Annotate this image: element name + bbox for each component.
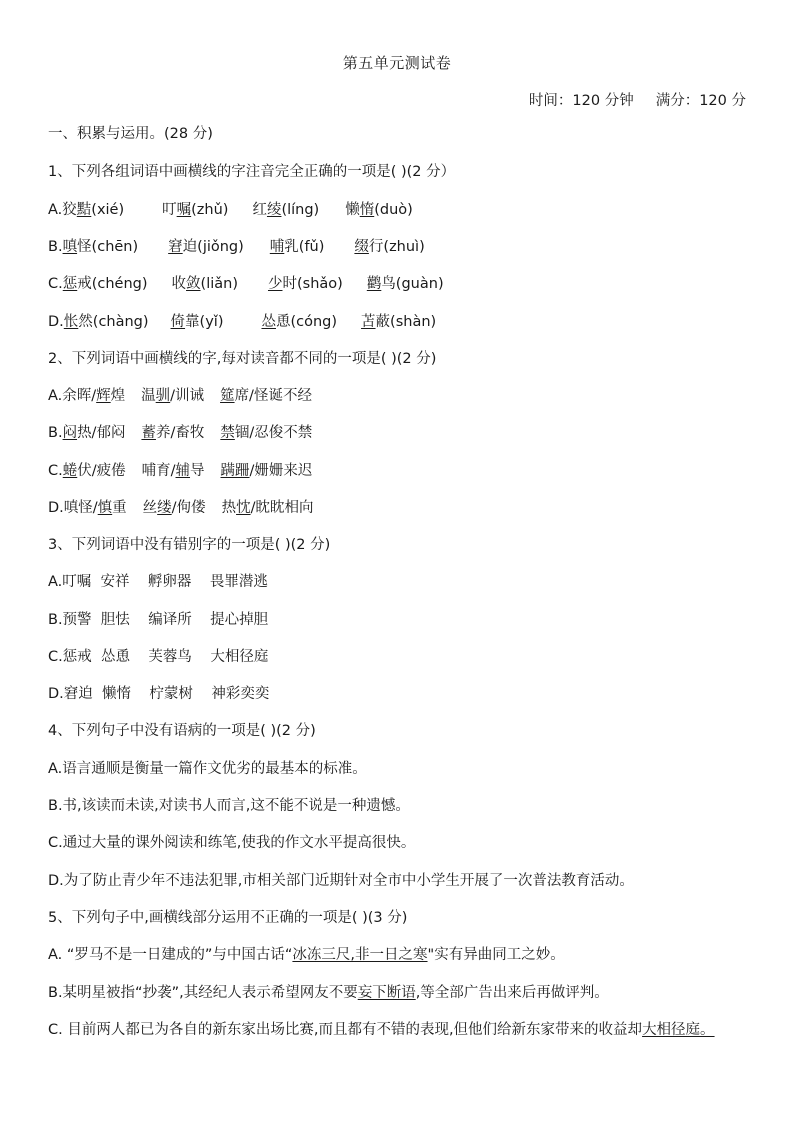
question-3-option-c: C.惩戒 怂恿 芙蓉鸟 大相径庭 <box>48 649 269 665</box>
question-1-option-a <box>48 200 413 220</box>
word: 哺乳(fǔ) <box>269 239 325 255</box>
word: 狡黠(xié) <box>62 202 125 218</box>
question-4-option-b: B.书,该读而未读,对读书人而言,这不能不说是一种遗憾。 <box>48 798 410 814</box>
question-2-stem: 2、下列词语中画横线的字,每对读音都不同的一项是( )(2 分) <box>48 351 437 367</box>
word: 苫蔽(shàn) <box>361 314 437 330</box>
question-5-option-a: A. “罗马不是一日建成的”与中国古话“冰冻三尺,非一日之寒"实有异曲同工之妙。 <box>48 947 565 963</box>
option-label: B. <box>48 239 63 255</box>
option-label: A. <box>48 202 63 218</box>
word: 温驯/训诫 <box>141 388 205 404</box>
question-2-option-c <box>48 461 312 481</box>
question-4-option-c: C.通过大量的课外阅读和练笔,使我的作文水平提高很快。 <box>48 835 416 851</box>
word: 筵席/怪诞不经 <box>220 388 312 404</box>
option-label: A. <box>48 388 63 404</box>
question-1-stem: 1、下列各组词语中画横线的字注音完全正确的一项是( )(2 分） <box>48 164 456 180</box>
question-3-option-b: B.预警 胆怯 编译所 提心掉胆 <box>48 612 269 628</box>
word: 蜷伏/疲倦 <box>62 463 126 479</box>
exam-meta <box>529 89 746 110</box>
time-limit: 时间：120 分钟 <box>528 93 634 109</box>
question-1-option-c <box>48 274 444 294</box>
word: 惩戒(chéng) <box>62 276 148 292</box>
question-4-stem: 4、下列句子中没有语病的一项是( )(2 分) <box>48 723 316 739</box>
question-5-stem: 5、下列句子中,画横线部分运用不正确的一项是( )(3 分) <box>48 910 408 926</box>
question-1-option-d <box>48 312 436 332</box>
word: 叮嘱(zhǔ) <box>162 202 229 218</box>
word: 少时(shǎo) <box>267 276 343 292</box>
word: 哺育/辅导 <box>141 463 205 479</box>
option-label: D. <box>48 314 64 330</box>
word: 鹳鸟(guàn) <box>366 276 444 292</box>
option-label: C. <box>48 276 63 292</box>
question-5-option-c: C. 目前两人都已为各自的新东家出场比赛,而且都有不错的表现,但他们给新东家带来的收益却大相径庭。 <box>48 1022 715 1038</box>
word: 怂恿(cóng) <box>261 314 338 330</box>
question-3-option-a: A.叮嘱 安祥 孵卵器 畏罪潜逃 <box>48 574 268 590</box>
word: 闷热/郁闷 <box>62 425 126 441</box>
section-heading: 一、积累与运用。(28 分) <box>48 126 213 142</box>
page-title: 第五单元测试卷 <box>342 54 452 72</box>
word: 窘迫(jiǒng) <box>168 239 244 255</box>
question-2-option-d <box>48 498 313 518</box>
question-2-option-b <box>48 423 312 443</box>
word: 懒惰(duò) <box>345 202 413 218</box>
word: 缀行(zhuì) <box>354 239 425 255</box>
word: 丝缕/佝偻 <box>142 500 206 516</box>
option-label: D. <box>48 500 64 516</box>
word: 嗔怪(chēn) <box>62 239 139 255</box>
word: 禁锢/忍俊不禁 <box>220 425 313 441</box>
question-5-option-b: B.某明星被指“抄袭”,其经纪人表示希望网友不要妄下断语,等全部广告出来后再做评判。 <box>48 985 609 1001</box>
question-4-option-a: A.语言通顺是衡量一篇作文优劣的最基本的标准。 <box>48 761 367 777</box>
question-4-option-d: D.为了防止青少年不违法犯罪,市相关部门近期针对全市中小学生开展了一次普法教育活动。 <box>48 873 634 889</box>
question-3-option-d: D.窘迫 懒惰 柠蒙树 神彩奕奕 <box>48 686 270 702</box>
question-3-stem: 3、下列词语中没有错别字的一项是( )(2 分) <box>48 537 331 553</box>
word: 收敛(liǎn) <box>171 276 238 292</box>
word: 蹒跚/姗姗来迟 <box>220 463 313 479</box>
question-1-option-b <box>48 237 425 257</box>
option-label: B. <box>48 425 63 441</box>
word: 余晖/辉煌 <box>62 388 126 404</box>
question-2-option-a <box>48 386 312 406</box>
word: 蓄养/畜牧 <box>141 425 205 441</box>
option-label: C. <box>48 463 63 479</box>
word: 热忱/眈眈相向 <box>221 500 314 516</box>
word: 倚靠(yǐ) <box>170 314 224 330</box>
word: 红绫(líng) <box>252 202 320 218</box>
word: 怅然(chàng) <box>63 314 149 330</box>
full-score: 满分：120 分 <box>655 93 746 109</box>
word: 嗔怪/慎重 <box>63 500 127 516</box>
